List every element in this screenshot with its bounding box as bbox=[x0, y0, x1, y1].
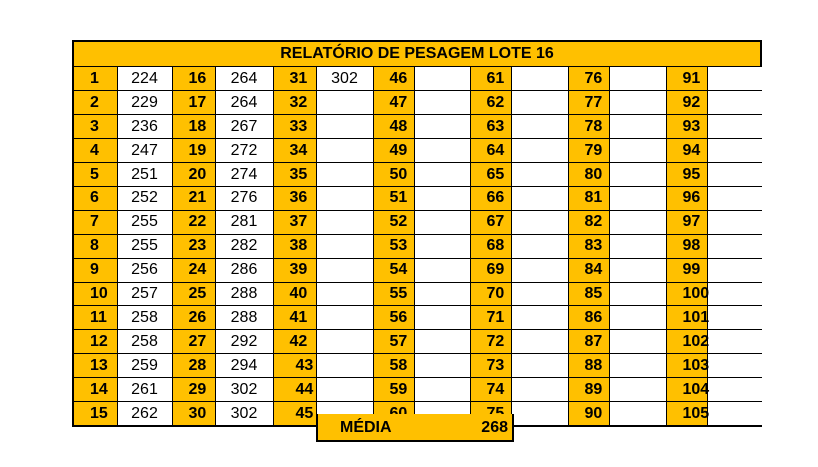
item-number-cell: 58 bbox=[373, 354, 414, 378]
weight-value-cell bbox=[707, 234, 762, 258]
weight-value-cell: 274 bbox=[215, 163, 273, 187]
weight-value-cell bbox=[316, 115, 373, 139]
item-number-cell: 76 bbox=[568, 67, 609, 91]
weight-value-cell bbox=[511, 139, 568, 163]
item-number-cell: 5 bbox=[74, 163, 117, 187]
weight-value-cell: 288 bbox=[215, 282, 273, 306]
table-row bbox=[74, 163, 762, 187]
weight-value-cell: 302 bbox=[215, 401, 273, 425]
item-number-cell: 41 bbox=[273, 306, 316, 330]
item-number-cell: 45 bbox=[273, 401, 316, 425]
item-number-cell: 46 bbox=[373, 67, 414, 91]
weight-value-cell bbox=[414, 186, 470, 210]
weight-value-cell bbox=[707, 67, 762, 91]
table-row bbox=[74, 115, 762, 139]
weight-value-cell bbox=[609, 163, 666, 187]
table-row bbox=[74, 91, 762, 115]
weight-value-cell: 247 bbox=[117, 139, 172, 163]
weight-value-cell bbox=[511, 67, 568, 91]
weight-value-cell bbox=[609, 401, 666, 425]
item-number-cell: 16 bbox=[172, 67, 215, 91]
item-number-cell: 95 bbox=[666, 163, 707, 187]
item-number-cell: 93 bbox=[666, 115, 707, 139]
weight-value-cell bbox=[609, 330, 666, 354]
item-number-cell: 4 bbox=[74, 139, 117, 163]
weight-value-cell: 255 bbox=[117, 210, 172, 234]
item-number-cell: 8 bbox=[74, 234, 117, 258]
item-number-cell: 69 bbox=[470, 258, 511, 282]
item-number-cell: 68 bbox=[470, 234, 511, 258]
weight-value-cell bbox=[511, 234, 568, 258]
item-number-cell: 42 bbox=[273, 330, 316, 354]
weight-value-cell bbox=[414, 330, 470, 354]
item-number-cell: 35 bbox=[273, 163, 316, 187]
item-number-cell: 78 bbox=[568, 115, 609, 139]
item-number-cell: 74 bbox=[470, 378, 511, 402]
item-number-cell: 17 bbox=[172, 91, 215, 115]
item-number-cell: 91 bbox=[666, 67, 707, 91]
weight-value-cell bbox=[609, 139, 666, 163]
table-row bbox=[74, 354, 762, 378]
item-number-cell: 88 bbox=[568, 354, 609, 378]
weight-value-cell bbox=[707, 258, 762, 282]
item-number-cell: 105 bbox=[666, 401, 707, 425]
table-row bbox=[74, 282, 762, 306]
weight-value-cell: 259 bbox=[117, 354, 172, 378]
item-number-cell: 99 bbox=[666, 258, 707, 282]
weight-value-cell bbox=[707, 354, 762, 378]
weight-value-cell: 224 bbox=[117, 67, 172, 91]
item-number-cell: 54 bbox=[373, 258, 414, 282]
weight-value-cell: 258 bbox=[117, 306, 172, 330]
weight-value-cell bbox=[316, 163, 373, 187]
item-number-cell: 34 bbox=[273, 139, 316, 163]
item-number-cell: 26 bbox=[172, 306, 215, 330]
item-number-cell: 23 bbox=[172, 234, 215, 258]
item-number-cell: 84 bbox=[568, 258, 609, 282]
weight-value-cell bbox=[316, 139, 373, 163]
weight-value-cell: 294 bbox=[215, 354, 273, 378]
item-number-cell: 79 bbox=[568, 139, 609, 163]
weight-value-cell bbox=[511, 306, 568, 330]
item-number-cell: 19 bbox=[172, 139, 215, 163]
weight-value-cell: 286 bbox=[215, 258, 273, 282]
item-number-cell: 61 bbox=[470, 67, 511, 91]
item-number-cell: 57 bbox=[373, 330, 414, 354]
item-number-cell: 62 bbox=[470, 91, 511, 115]
item-number-cell: 101 bbox=[666, 306, 707, 330]
average-value: 268 bbox=[481, 419, 508, 436]
item-number-cell: 72 bbox=[470, 330, 511, 354]
weight-value-cell bbox=[707, 282, 762, 306]
item-number-cell: 37 bbox=[273, 210, 316, 234]
weight-value-cell: 261 bbox=[117, 378, 172, 402]
table-row bbox=[74, 258, 762, 282]
weight-value-cell bbox=[609, 210, 666, 234]
weight-value-cell bbox=[511, 282, 568, 306]
item-number-cell: 11 bbox=[74, 306, 117, 330]
weight-value-cell: 262 bbox=[117, 401, 172, 425]
table-row bbox=[74, 378, 762, 402]
item-number-cell: 97 bbox=[666, 210, 707, 234]
item-number-cell: 13 bbox=[74, 354, 117, 378]
weight-value-cell: 276 bbox=[215, 186, 273, 210]
weight-value-cell bbox=[511, 210, 568, 234]
item-number-cell: 15 bbox=[74, 401, 117, 425]
item-number-cell: 47 bbox=[373, 91, 414, 115]
weight-value-cell bbox=[511, 186, 568, 210]
item-number-cell: 36 bbox=[273, 186, 316, 210]
item-number-cell: 49 bbox=[373, 139, 414, 163]
weight-value-cell bbox=[609, 306, 666, 330]
weight-value-cell: 302 bbox=[316, 67, 373, 91]
weight-value-cell: 288 bbox=[215, 306, 273, 330]
item-number-cell: 89 bbox=[568, 378, 609, 402]
weight-value-cell: 229 bbox=[117, 91, 172, 115]
item-number-cell: 25 bbox=[172, 282, 215, 306]
item-number-cell: 63 bbox=[470, 115, 511, 139]
item-number-cell: 80 bbox=[568, 163, 609, 187]
weight-value-cell bbox=[707, 91, 762, 115]
weight-value-cell: 258 bbox=[117, 330, 172, 354]
item-number-cell: 9 bbox=[74, 258, 117, 282]
item-number-cell: 38 bbox=[273, 234, 316, 258]
item-number-cell: 90 bbox=[568, 401, 609, 425]
weight-value-cell bbox=[414, 67, 470, 91]
weight-value-cell bbox=[316, 282, 373, 306]
weight-value-cell bbox=[414, 234, 470, 258]
item-number-cell: 51 bbox=[373, 186, 414, 210]
item-number-cell: 48 bbox=[373, 115, 414, 139]
table-row bbox=[74, 67, 762, 91]
report-title: RELATÓRIO DE PESAGEM LOTE 16 bbox=[74, 42, 760, 67]
weight-value-cell bbox=[414, 115, 470, 139]
weight-value-cell bbox=[316, 306, 373, 330]
item-number-cell: 66 bbox=[470, 186, 511, 210]
table-row bbox=[74, 139, 762, 163]
weight-value-cell bbox=[707, 330, 762, 354]
table-row bbox=[74, 234, 762, 258]
weight-value-cell bbox=[511, 115, 568, 139]
weight-value-cell bbox=[414, 306, 470, 330]
item-number-cell: 1 bbox=[74, 67, 117, 91]
weight-value-cell bbox=[707, 186, 762, 210]
weight-value-cell bbox=[316, 210, 373, 234]
weight-value-cell: 264 bbox=[215, 91, 273, 115]
item-number-cell: 29 bbox=[172, 378, 215, 402]
weight-value-cell bbox=[316, 186, 373, 210]
table-row bbox=[74, 306, 762, 330]
item-number-cell: 43 bbox=[273, 354, 316, 378]
item-number-cell: 22 bbox=[172, 210, 215, 234]
weight-value-cell: 281 bbox=[215, 210, 273, 234]
item-number-cell: 82 bbox=[568, 210, 609, 234]
weight-value-cell bbox=[414, 258, 470, 282]
item-number-cell: 33 bbox=[273, 115, 316, 139]
item-number-cell: 39 bbox=[273, 258, 316, 282]
weight-value-cell: 236 bbox=[117, 115, 172, 139]
item-number-cell: 7 bbox=[74, 210, 117, 234]
item-number-cell: 18 bbox=[172, 115, 215, 139]
weight-value-cell bbox=[511, 330, 568, 354]
weight-value-cell bbox=[414, 210, 470, 234]
weight-value-cell bbox=[414, 282, 470, 306]
weights-grid bbox=[74, 67, 762, 425]
weight-value-cell bbox=[316, 91, 373, 115]
weight-value-cell bbox=[511, 378, 568, 402]
item-number-cell: 86 bbox=[568, 306, 609, 330]
weight-value-cell bbox=[511, 163, 568, 187]
weight-value-cell bbox=[609, 258, 666, 282]
item-number-cell: 53 bbox=[373, 234, 414, 258]
weighing-report-table bbox=[72, 40, 762, 427]
item-number-cell: 83 bbox=[568, 234, 609, 258]
weight-value-cell: 255 bbox=[117, 234, 172, 258]
weight-value-cell bbox=[609, 67, 666, 91]
item-number-cell: 81 bbox=[568, 186, 609, 210]
weight-value-cell bbox=[707, 139, 762, 163]
weight-value-cell bbox=[707, 306, 762, 330]
weight-value-cell bbox=[414, 378, 470, 402]
item-number-cell: 2 bbox=[74, 91, 117, 115]
weight-value-cell bbox=[609, 354, 666, 378]
weight-value-cell: 252 bbox=[117, 186, 172, 210]
weight-value-cell bbox=[609, 115, 666, 139]
weight-value-cell: 292 bbox=[215, 330, 273, 354]
weight-value-cell bbox=[316, 378, 373, 402]
item-number-cell: 94 bbox=[666, 139, 707, 163]
table-row bbox=[74, 210, 762, 234]
item-number-cell: 40 bbox=[273, 282, 316, 306]
weight-value-cell bbox=[511, 91, 568, 115]
weight-value-cell bbox=[414, 354, 470, 378]
item-number-cell: 64 bbox=[470, 139, 511, 163]
item-number-cell: 87 bbox=[568, 330, 609, 354]
table-row bbox=[74, 186, 762, 210]
item-number-cell: 104 bbox=[666, 378, 707, 402]
item-number-cell: 30 bbox=[172, 401, 215, 425]
item-number-cell: 20 bbox=[172, 163, 215, 187]
item-number-cell: 28 bbox=[172, 354, 215, 378]
item-number-cell: 59 bbox=[373, 378, 414, 402]
weight-value-cell bbox=[707, 378, 762, 402]
weight-value-cell bbox=[316, 258, 373, 282]
weight-value-cell bbox=[511, 354, 568, 378]
item-number-cell: 50 bbox=[373, 163, 414, 187]
item-number-cell: 103 bbox=[666, 354, 707, 378]
weight-value-cell: 272 bbox=[215, 139, 273, 163]
weight-value-cell bbox=[609, 378, 666, 402]
item-number-cell: 55 bbox=[373, 282, 414, 306]
weight-value-cell: 302 bbox=[215, 378, 273, 402]
weight-value-cell bbox=[316, 354, 373, 378]
item-number-cell: 98 bbox=[666, 234, 707, 258]
item-number-cell: 31 bbox=[273, 67, 316, 91]
weight-value-cell bbox=[414, 139, 470, 163]
weight-value-cell bbox=[707, 210, 762, 234]
item-number-cell: 96 bbox=[666, 186, 707, 210]
weight-value-cell bbox=[316, 330, 373, 354]
item-number-cell: 32 bbox=[273, 91, 316, 115]
item-number-cell: 27 bbox=[172, 330, 215, 354]
weight-value-cell bbox=[316, 234, 373, 258]
item-number-cell: 70 bbox=[470, 282, 511, 306]
weight-value-cell bbox=[609, 186, 666, 210]
weight-value-cell: 256 bbox=[117, 258, 172, 282]
item-number-cell: 102 bbox=[666, 330, 707, 354]
item-number-cell: 73 bbox=[470, 354, 511, 378]
table-row bbox=[74, 330, 762, 354]
item-number-cell: 100 bbox=[666, 282, 707, 306]
weight-value-cell: 264 bbox=[215, 67, 273, 91]
item-number-cell: 44 bbox=[273, 378, 316, 402]
item-number-cell: 10 bbox=[74, 282, 117, 306]
weight-value-cell bbox=[707, 115, 762, 139]
item-number-cell: 52 bbox=[373, 210, 414, 234]
weight-value-cell bbox=[707, 163, 762, 187]
weight-value-cell bbox=[609, 91, 666, 115]
weight-value-cell: 282 bbox=[215, 234, 273, 258]
weight-value-cell bbox=[707, 401, 762, 425]
weight-value-cell bbox=[511, 258, 568, 282]
item-number-cell: 67 bbox=[470, 210, 511, 234]
item-number-cell: 92 bbox=[666, 91, 707, 115]
weight-value-cell bbox=[414, 91, 470, 115]
average-label: MÉDIA bbox=[340, 419, 392, 436]
weight-value-cell bbox=[609, 282, 666, 306]
item-number-cell: 24 bbox=[172, 258, 215, 282]
weight-value-cell: 257 bbox=[117, 282, 172, 306]
weight-value-cell: 251 bbox=[117, 163, 172, 187]
item-number-cell: 85 bbox=[568, 282, 609, 306]
weight-value-cell: 267 bbox=[215, 115, 273, 139]
weight-value-cell bbox=[414, 163, 470, 187]
item-number-cell: 3 bbox=[74, 115, 117, 139]
weight-value-cell bbox=[511, 401, 568, 425]
weight-value-cell bbox=[609, 234, 666, 258]
item-number-cell: 21 bbox=[172, 186, 215, 210]
item-number-cell: 6 bbox=[74, 186, 117, 210]
item-number-cell: 71 bbox=[470, 306, 511, 330]
item-number-cell: 56 bbox=[373, 306, 414, 330]
item-number-cell: 14 bbox=[74, 378, 117, 402]
item-number-cell: 77 bbox=[568, 91, 609, 115]
average-box bbox=[316, 414, 514, 442]
item-number-cell: 65 bbox=[470, 163, 511, 187]
item-number-cell: 12 bbox=[74, 330, 117, 354]
